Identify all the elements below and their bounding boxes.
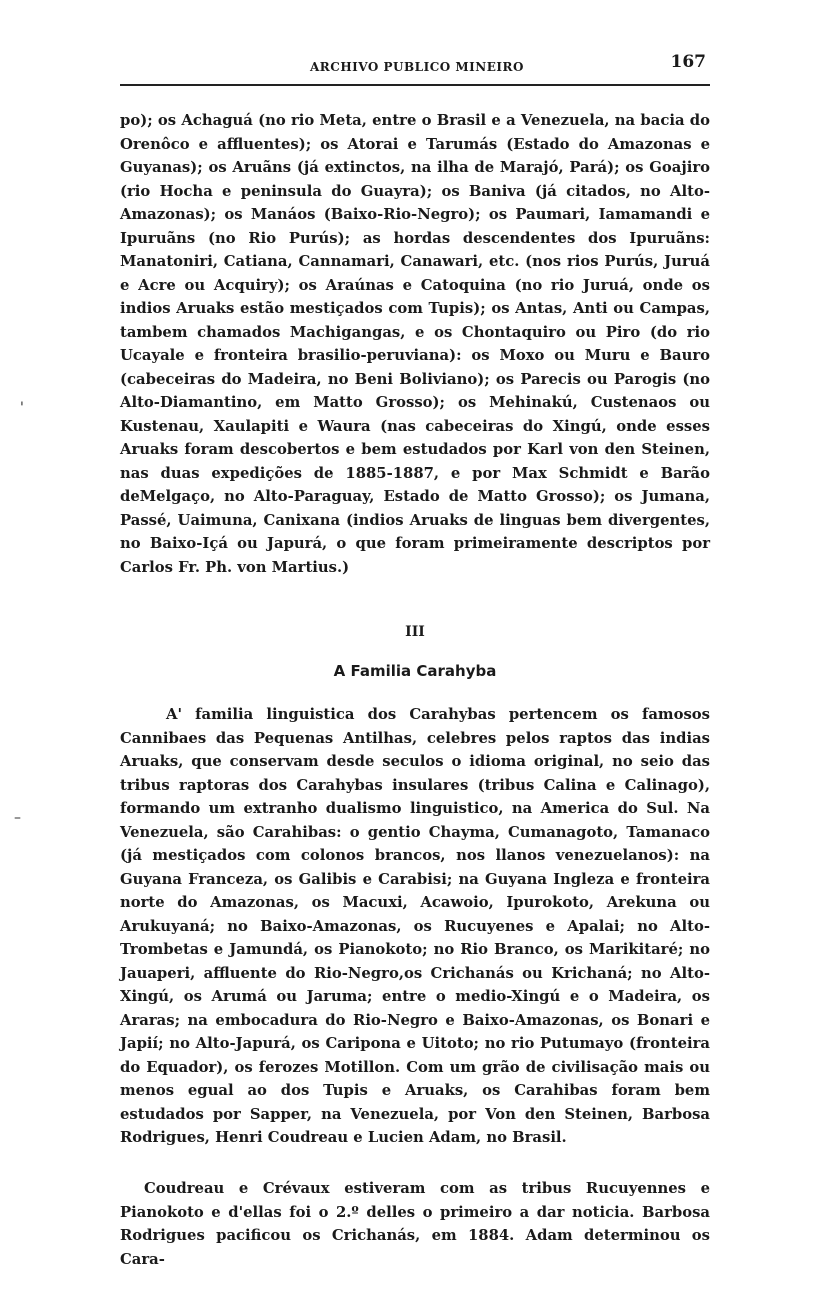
margin-arrow-mark: – xyxy=(14,810,21,826)
paragraph-carahyba-family: A' familia linguistica dos Carahybas pertencem os famosos Cannibaes das Pequenas Antilhas, celebres pelos raptos das indias Aruaks, que conservam desde seculos o idioma original, no seio das tribus raptoras dos Carahybas insulares (tribus Calina e Calinago), formando um extranho dualismo linguistico, na America do Sul. Na Venezuela, são Carahibas: o gentio Chayma, Cumanagoto, Tamanaco (já mestiçados com colonos brancos, nos llanos venezuelanos): na Guyana Franceza, os Galibis e Carabisi; na Guyana Ingleza e fronteira norte do Amazonas, os Macuxi, Acawoio, Ipurokoto, Arekuna ou Arukuyaná; no Baixo-Amazonas, os Rucuyenes e Apalai; no Alto-Trombetas e Jamundá, os Pianokoto; no Rio Branco, os Marikitaré; no Jauaperi, affluente do Rio-Negro,os Crichanás ou Krichaná; no Alto-Xingú, os Arumá ou Jaruma; entre o medio-Xingú e o Madeira, os Araras; na embocadura do Rio-Negro e Baixo-Amazonas, os Bonari e Japií; no Alto-Japurá, os Caripona e Uitoto; no rio Putumayo (fronteira do Equador), os ferozes Motillon. Com um grão de civilisação mais ou menos egual ao dos Tupis e Aruaks, os Carahibas foram bem estudados por Sapper, na Venezuela, por Von den Steinen, Barbosa Rodrigues, Henri Coudreau e Lucien Adam, no Brasil. xyxy=(120,706,710,1146)
running-header xyxy=(120,52,710,80)
section-number: III xyxy=(405,624,425,640)
paragraph-aruak-tribes: po); os Achaguá (no rio Meta, entre o Brasil e a Venezuela, na bacia do Orenôco e affluentes); os Atorai e Tarumás (Estado do Amazonas e Guyanas); os Aruãns (já extinctos, na ilha de Marajó, Pará); os Goajiro (rio Hocha e peninsula do Guayra); os Baniva (já citados, no Alto-Amazonas); os Manáos (Baixo-Rio-Negro); os Paumari, Iamamandi e Ipuruãns (no Rio Purús); as hordas descendentes dos Ipuruãns: Manatoniri, Catiana, Cannamari, Canawari, etc. (nos rios Purús, Juruá e Acre ou Acquiry); os Araúnas e Catoquina (no rio Juruá, onde os indios Aruaks estão mestiçados com Tupis); os Antas, Anti ou Campas, tambem chamados Machigangas, e os Chontaquiro ou Piro (do rio Ucayale e fronteira brasilio-peruviana): os Moxo ou Muru e Bauro (cabeceiras do Madeira, no Beni Boliviano); os Parecis ou Parogis (no Alto-Diamantino, em Matto Grosso); os Mehinakú, Custenaos ou Kustenau, Xaulapiti e Waura (nas cabeceiras do Xingú, onde esses Aruaks foram descobertos e bem estudados por Karl von den Steinen, nas duas expedições de 1885-1887, e por Max Schmidt e Barão deMelgaço, no Alto-Paraguay, Estado de Matto Grosso); os Jumana, Passé, Uaimuna, Canixana (indios Aruaks de linguas bem divergentes, no Baixo-Içá ou Japurá, o que foram primeiramente descriptos por Carlos Fr. Ph. von Martius.) xyxy=(120,112,710,576)
document-page xyxy=(120,0,710,1302)
page-number: 167 xyxy=(670,52,706,72)
header-rule xyxy=(120,84,710,86)
running-header-title: ARCHIVO PUBLICO MINEIRO xyxy=(310,60,524,74)
section-title: A Familia Carahyba xyxy=(333,662,497,680)
paragraph-coudreau: Coudreau e Crévaux estiveram com as tribus Rucuyennes e Pianokoto e d'ellas foi o 2.º delles o primeiro a dar noticia. Barbosa Rodrigues pacificou os Crichanás, em 1884. Adam determinou os Cara- xyxy=(120,1180,710,1268)
margin-tick-mark: ' xyxy=(20,400,24,416)
